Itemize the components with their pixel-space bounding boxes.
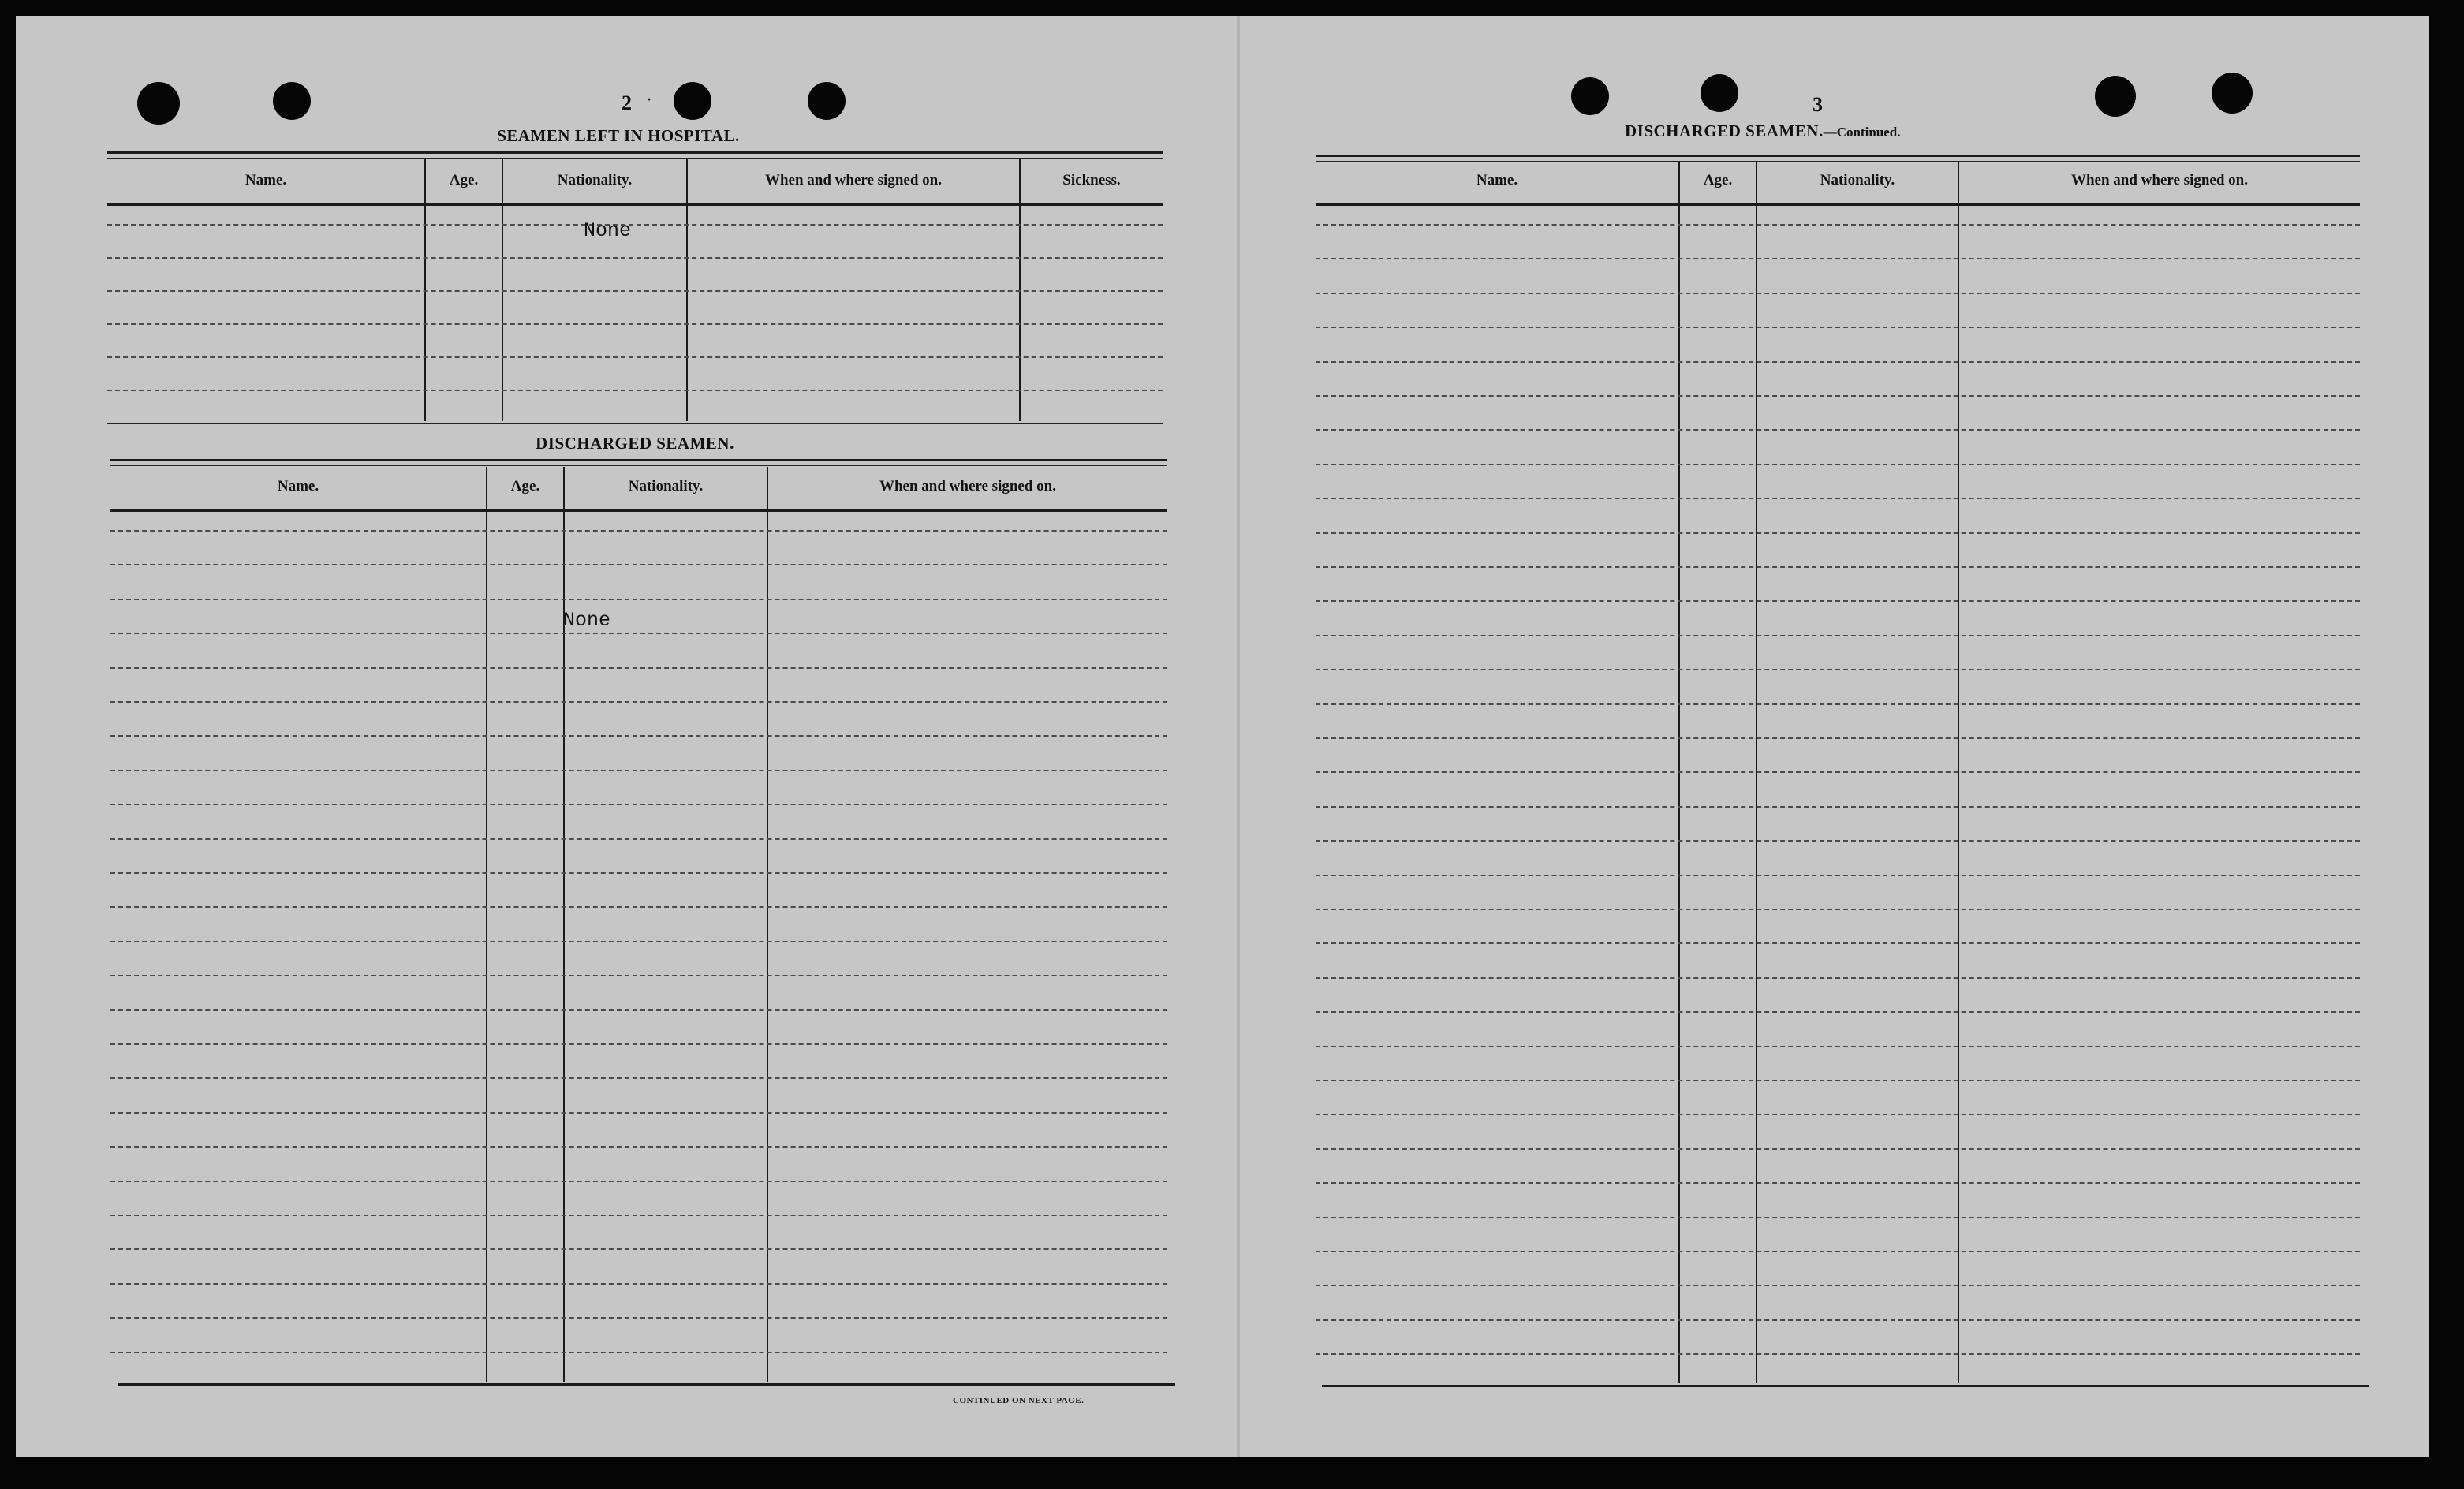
ruled-line — [1316, 361, 2360, 363]
ruled-line — [110, 1283, 1167, 1285]
ruled-line — [107, 390, 1163, 391]
ruled-line — [110, 701, 1167, 703]
ruled-line — [110, 1248, 1167, 1250]
ruled-line — [1316, 1251, 2360, 1252]
ruled-line — [110, 667, 1167, 669]
ink-speck: · — [647, 91, 652, 107]
ruled-line — [1316, 1285, 2360, 1286]
header-age: Age. — [449, 172, 479, 188]
hospital-section-title: SEAMEN LEFT IN HOSPITAL. — [497, 126, 740, 145]
ruled-line — [1316, 566, 2360, 568]
ruled-line — [1316, 875, 2360, 876]
ruled-line — [1316, 498, 2360, 499]
rule — [107, 151, 1163, 154]
ruled-line — [1316, 258, 2360, 259]
ruled-line — [1316, 293, 2360, 294]
ruled-line — [107, 356, 1163, 358]
header-name: Name. — [277, 478, 319, 494]
rule — [1316, 203, 2360, 206]
ruled-line — [1316, 806, 2360, 808]
header-age: Age. — [1703, 172, 1733, 188]
ruled-line — [1316, 600, 2360, 602]
rule — [110, 509, 1167, 512]
punch-hole — [2212, 73, 2253, 114]
ruled-line — [1316, 703, 2360, 705]
ruled-line — [110, 872, 1167, 874]
header-nationality: Nationality. — [557, 172, 633, 188]
ruled-line — [110, 735, 1167, 737]
ruled-line — [1316, 327, 2360, 328]
ruled-line — [110, 941, 1167, 942]
rule — [110, 465, 1167, 466]
ruled-line — [110, 770, 1167, 771]
header-nationality: Nationality. — [628, 478, 704, 494]
ruled-line — [110, 1181, 1167, 1182]
rule — [1322, 1385, 2369, 1387]
ruled-line — [1316, 1011, 2360, 1013]
ruled-line — [1316, 840, 2360, 842]
rule — [1316, 155, 2360, 157]
ruled-line — [110, 804, 1167, 805]
document-spread — [16, 16, 2429, 1457]
ruled-line — [1316, 1080, 2360, 1081]
ruled-line — [107, 323, 1163, 325]
header-sickness: Sickness. — [1062, 172, 1121, 188]
ruled-line — [110, 1112, 1167, 1114]
column-divider — [563, 467, 565, 1382]
ruled-line — [110, 838, 1167, 840]
title-main: DISCHARGED SEAMEN. — [1625, 121, 1824, 140]
column-divider — [767, 467, 768, 1382]
ruled-line — [1316, 909, 2360, 910]
ruled-line — [110, 1009, 1167, 1011]
ruled-line — [110, 1317, 1167, 1319]
page-number: 2 — [622, 91, 632, 114]
ruled-line — [107, 257, 1163, 259]
punch-hole — [137, 82, 180, 125]
ruled-line — [110, 530, 1167, 532]
ruled-line — [1316, 1182, 2360, 1184]
column-divider — [486, 467, 487, 1382]
discharged-none-entry: None — [563, 609, 611, 632]
ruled-line — [107, 290, 1163, 292]
ruled-line — [110, 1146, 1167, 1148]
header-nationality: Nationality. — [1820, 172, 1895, 188]
ruled-line — [110, 1215, 1167, 1216]
ruled-line — [110, 633, 1167, 634]
hospital-none-entry: None — [584, 219, 632, 242]
discharged-section-title: DISCHARGED SEAMEN. — [536, 434, 734, 453]
ruled-line — [1316, 532, 2360, 534]
punch-hole — [273, 82, 311, 120]
punch-hole — [1571, 77, 1609, 115]
punch-hole — [808, 82, 846, 120]
ruled-line — [1316, 737, 2360, 739]
ruled-line — [107, 224, 1163, 226]
ruled-line — [1316, 1217, 2360, 1218]
ruled-line — [1316, 942, 2360, 944]
discharged-continued-title — [1625, 121, 1900, 141]
ruled-line — [110, 975, 1167, 976]
header-when-where: When and where signed on. — [879, 478, 1056, 494]
ruled-line — [1316, 1114, 2360, 1115]
rule — [107, 158, 1163, 159]
ruled-line — [1316, 1353, 2360, 1355]
ruled-line — [1316, 1319, 2360, 1321]
rule — [110, 459, 1167, 461]
right-page — [1240, 16, 2429, 1457]
ruled-line — [110, 1352, 1167, 1353]
header-when-where: When and where signed on. — [2070, 172, 2248, 188]
continued-note: CONTINUED ON NEXT PAGE. — [953, 1396, 1085, 1405]
header-when-where: When and where signed on. — [764, 172, 942, 188]
ruled-line — [1316, 669, 2360, 670]
header-name: Name. — [1476, 172, 1518, 188]
ruled-line — [1316, 464, 2360, 465]
ruled-line — [1316, 771, 2360, 773]
rule — [107, 423, 1163, 424]
ruled-line — [1316, 224, 2360, 226]
ruled-line — [110, 1043, 1167, 1045]
ruled-line — [1316, 1046, 2360, 1047]
header-age: Age. — [510, 478, 540, 494]
ruled-line — [110, 906, 1167, 908]
rule — [107, 203, 1163, 206]
ruled-line — [1316, 977, 2360, 979]
ruled-line — [1316, 429, 2360, 431]
ruled-line — [1316, 395, 2360, 397]
punch-hole — [1701, 74, 1738, 112]
page-number: 3 — [1813, 93, 1823, 116]
header-name: Name. — [245, 172, 287, 188]
ruled-line — [1316, 635, 2360, 636]
ruled-line — [110, 564, 1167, 565]
rule — [118, 1383, 1175, 1386]
ruled-line — [110, 1077, 1167, 1079]
punch-hole — [674, 82, 711, 120]
left-page — [16, 16, 1237, 1457]
punch-hole — [2095, 76, 2136, 117]
rule — [1316, 161, 2360, 162]
ruled-line — [1316, 1148, 2360, 1150]
title-continued: —Continued. — [1823, 125, 1901, 140]
ruled-line — [110, 599, 1167, 600]
